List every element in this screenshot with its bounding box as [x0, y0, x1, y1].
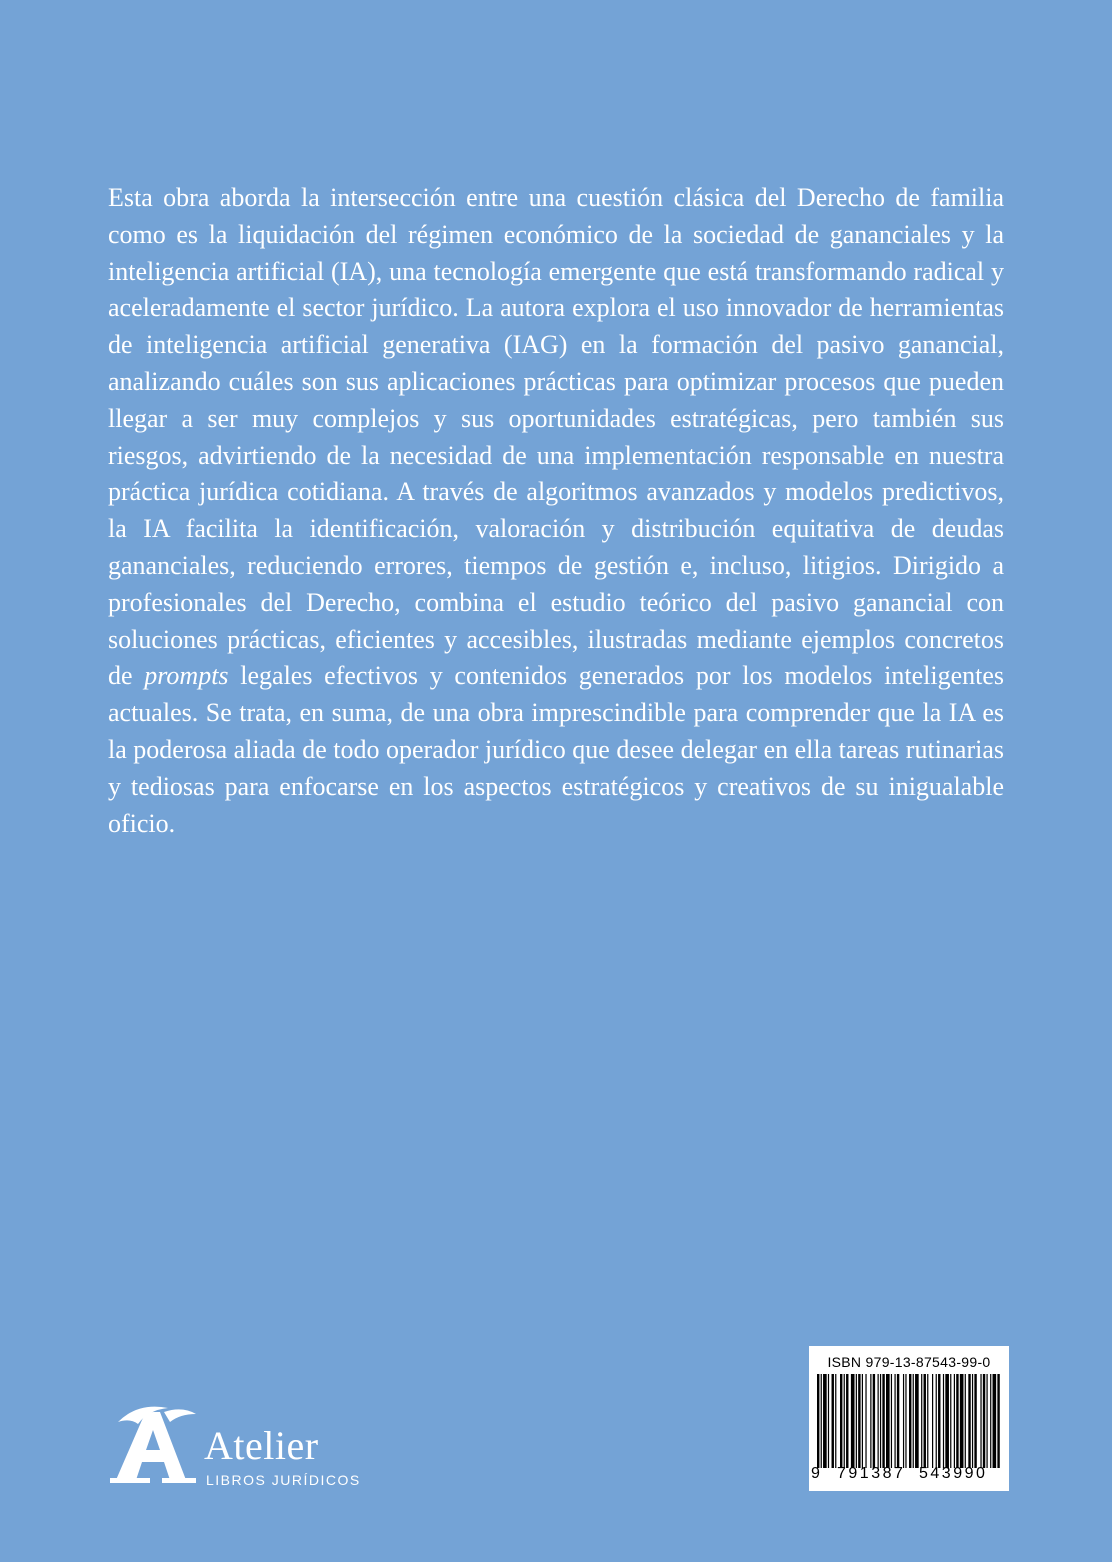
barcode-bar [921, 1374, 922, 1468]
barcode-bar [909, 1374, 911, 1468]
barcode-bar [972, 1374, 973, 1468]
barcode-bar [945, 1374, 949, 1468]
barcode-bar [858, 1374, 860, 1468]
barcode-bar [880, 1374, 881, 1468]
barcode-bar [828, 1374, 829, 1468]
publisher-name: Atelier [204, 1423, 319, 1468]
barcode-bar [873, 1374, 875, 1468]
barcode-bar [870, 1374, 871, 1468]
barcode-bar [943, 1374, 944, 1468]
barcode-bar [980, 1374, 981, 1468]
barcode-bar [894, 1374, 895, 1468]
barcode-bar [968, 1374, 970, 1468]
barcode-bar [965, 1374, 966, 1468]
barcode-bar [862, 1374, 863, 1468]
barcode-bar [983, 1374, 985, 1468]
barcode-bar [950, 1374, 951, 1468]
blurb-text-part2: legales efectivos y contenidos generados por los modelos inteligentes actuales. Se trata, en suma, de una obra imprescindible para comprender que la IA es la poderosa aliada de todo operador jurídico que desee delegar en ella tareas rutinarias y tediosas para enfocarse en los aspectos estratégicos y creativos de su inigualable oficio. [108, 661, 1004, 838]
barcode-bar [932, 1374, 933, 1468]
barcode-bar [903, 1374, 904, 1468]
barcode-bar [882, 1374, 884, 1468]
barcode-bar [844, 1374, 845, 1468]
barcode-bar [974, 1374, 976, 1468]
publisher-logo [108, 1402, 368, 1498]
barcode-bar [924, 1374, 926, 1468]
barcode-bar [993, 1374, 997, 1468]
barcode-bar [835, 1374, 836, 1468]
barcode-digits-left: 791387 [837, 1465, 906, 1482]
barcode-bar [927, 1374, 928, 1468]
barcode-digit-first: 9 [811, 1465, 820, 1482]
barcode-bar [840, 1374, 842, 1468]
barcode-digits-right: 543990 [919, 1465, 988, 1482]
barcode-bar [891, 1374, 892, 1468]
barcode-bars [817, 1374, 1001, 1468]
barcode-bar [886, 1374, 890, 1468]
barcode-bar [938, 1374, 940, 1468]
atelier-a-logo-icon [108, 1402, 200, 1486]
barcode-bar [905, 1374, 906, 1468]
barcode-bar [832, 1374, 834, 1468]
barcode-bar [897, 1374, 899, 1468]
barcode-bar [913, 1374, 914, 1468]
barcode-bar [865, 1374, 866, 1468]
barcode-bar [851, 1374, 855, 1468]
barcode-bar [823, 1374, 827, 1468]
barcode-bar [990, 1374, 991, 1468]
barcode-bar [960, 1374, 964, 1468]
barcode-digits [809, 1465, 1009, 1487]
back-cover-blurb [108, 180, 1004, 842]
barcode-bar [915, 1374, 919, 1468]
barcode-bar [856, 1374, 857, 1468]
barcode-bar [954, 1374, 955, 1468]
barcode-bar [821, 1374, 822, 1468]
blurb-text-part1: Esta obra aborda la intersección entre una cuestión clásica del Derecho de familia como es la liquidación del régimen económico de la sociedad de gananciales y la inteligencia artificial (IA), una tecnología emergente que está transformando radical y aceleradamente el sector jurídico. La autora explora el uso innovador de herramientas de inteligencia artificial generativa (IAG) en la formación del pasivo ganancial, analizando cuáles son sus aplicaciones prácticas para optimizar procesos que pueden llegar a ser muy complejos y sus oportunidades estratégicas, pero también sus riesgos, advirtiendo de la necesidad de una implementación responsable en nuestra práctica jurídica cotidiana. A través de algoritmos avanzados y modelos predictivos, la IA facilita la identificación, valoración y distribución equitativa de deudas gananciales, reduciendo errores, tiempos de gestión e, incluso, litigios. Dirigido a profesionales del Derecho, combina el estudio teórico del pasivo ganancial con soluciones prácticas, eficientes y accesibles, ilustradas mediante ejemplos concretos de [108, 183, 1004, 691]
barcode-bar [936, 1374, 937, 1468]
publisher-tagline: LIBROS JURÍDICOS [206, 1472, 361, 1488]
barcode-bar [878, 1374, 879, 1468]
isbn-number: ISBN 979-13-87543-99-0 [827, 1354, 991, 1370]
isbn-barcode [809, 1346, 1009, 1491]
barcode-bar [817, 1374, 819, 1468]
barcode-bar [997, 1374, 999, 1468]
barcode-bar [956, 1374, 958, 1468]
barcode-bar [846, 1374, 848, 1468]
barcode-bar [986, 1374, 987, 1468]
blurb-italic-prompts: prompts [144, 661, 229, 691]
